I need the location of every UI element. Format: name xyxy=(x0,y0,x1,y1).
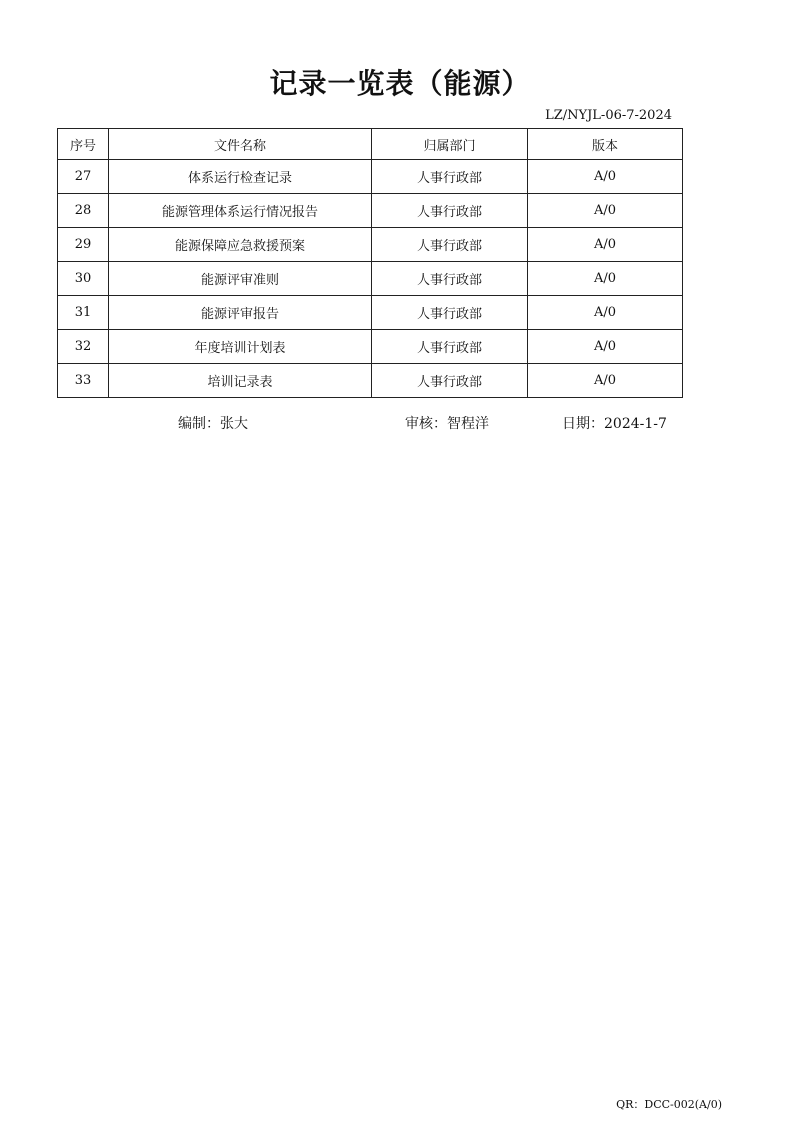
row-version: A/0 xyxy=(528,160,683,194)
table-row xyxy=(58,330,683,364)
table-row xyxy=(58,296,683,330)
row-department: 人事行政部 xyxy=(372,330,528,364)
table-row xyxy=(58,160,683,194)
row-file-name: 能源保障应急救援预案 xyxy=(109,228,372,262)
table-header-row xyxy=(58,129,683,160)
row-department: 人事行政部 xyxy=(372,160,528,194)
table-row xyxy=(58,228,683,262)
row-index: 28 xyxy=(58,194,109,228)
row-file-name: 能源评审准则 xyxy=(109,262,372,296)
row-version: A/0 xyxy=(528,364,683,398)
row-index: 27 xyxy=(58,160,109,194)
row-version: A/0 xyxy=(528,228,683,262)
row-department: 人事行政部 xyxy=(372,296,528,330)
row-department: 人事行政部 xyxy=(372,262,528,296)
reviewer-signature: 审核：智程洋 xyxy=(405,416,489,432)
row-file-name: 年度培训计划表 xyxy=(109,330,372,364)
row-version: A/0 xyxy=(528,262,683,296)
row-department: 人事行政部 xyxy=(372,194,528,228)
table-row xyxy=(58,194,683,228)
row-department: 人事行政部 xyxy=(372,228,528,262)
row-index: 30 xyxy=(58,262,109,296)
document-date: 日期：2024-1-7 xyxy=(562,416,667,432)
table-row xyxy=(58,262,683,296)
records-table xyxy=(57,128,683,398)
row-index: 33 xyxy=(58,364,109,398)
row-index: 32 xyxy=(58,330,109,364)
document-title: 记录一览表（能源） xyxy=(269,67,531,100)
header-file-name: 文件名称 xyxy=(109,129,372,160)
row-file-name: 培训记录表 xyxy=(109,364,372,398)
header-version: 版本 xyxy=(528,129,683,160)
row-version: A/0 xyxy=(528,296,683,330)
compiler-signature: 编制：张大 xyxy=(178,416,248,432)
document-code: LZ/NYJL-06-7-2024 xyxy=(545,108,672,123)
row-file-name: 能源管理体系运行情况报告 xyxy=(109,194,372,228)
row-file-name: 体系运行检查记录 xyxy=(109,160,372,194)
header-department: 归属部门 xyxy=(372,129,528,160)
row-department: 人事行政部 xyxy=(372,364,528,398)
row-version: A/0 xyxy=(528,194,683,228)
row-file-name: 能源评审报告 xyxy=(109,296,372,330)
row-index: 31 xyxy=(58,296,109,330)
header-index: 序号 xyxy=(58,129,109,160)
qr-code-label: QR：DCC-002(A/0) xyxy=(616,1098,722,1111)
row-index: 29 xyxy=(58,228,109,262)
table-row xyxy=(58,364,683,398)
row-version: A/0 xyxy=(528,330,683,364)
